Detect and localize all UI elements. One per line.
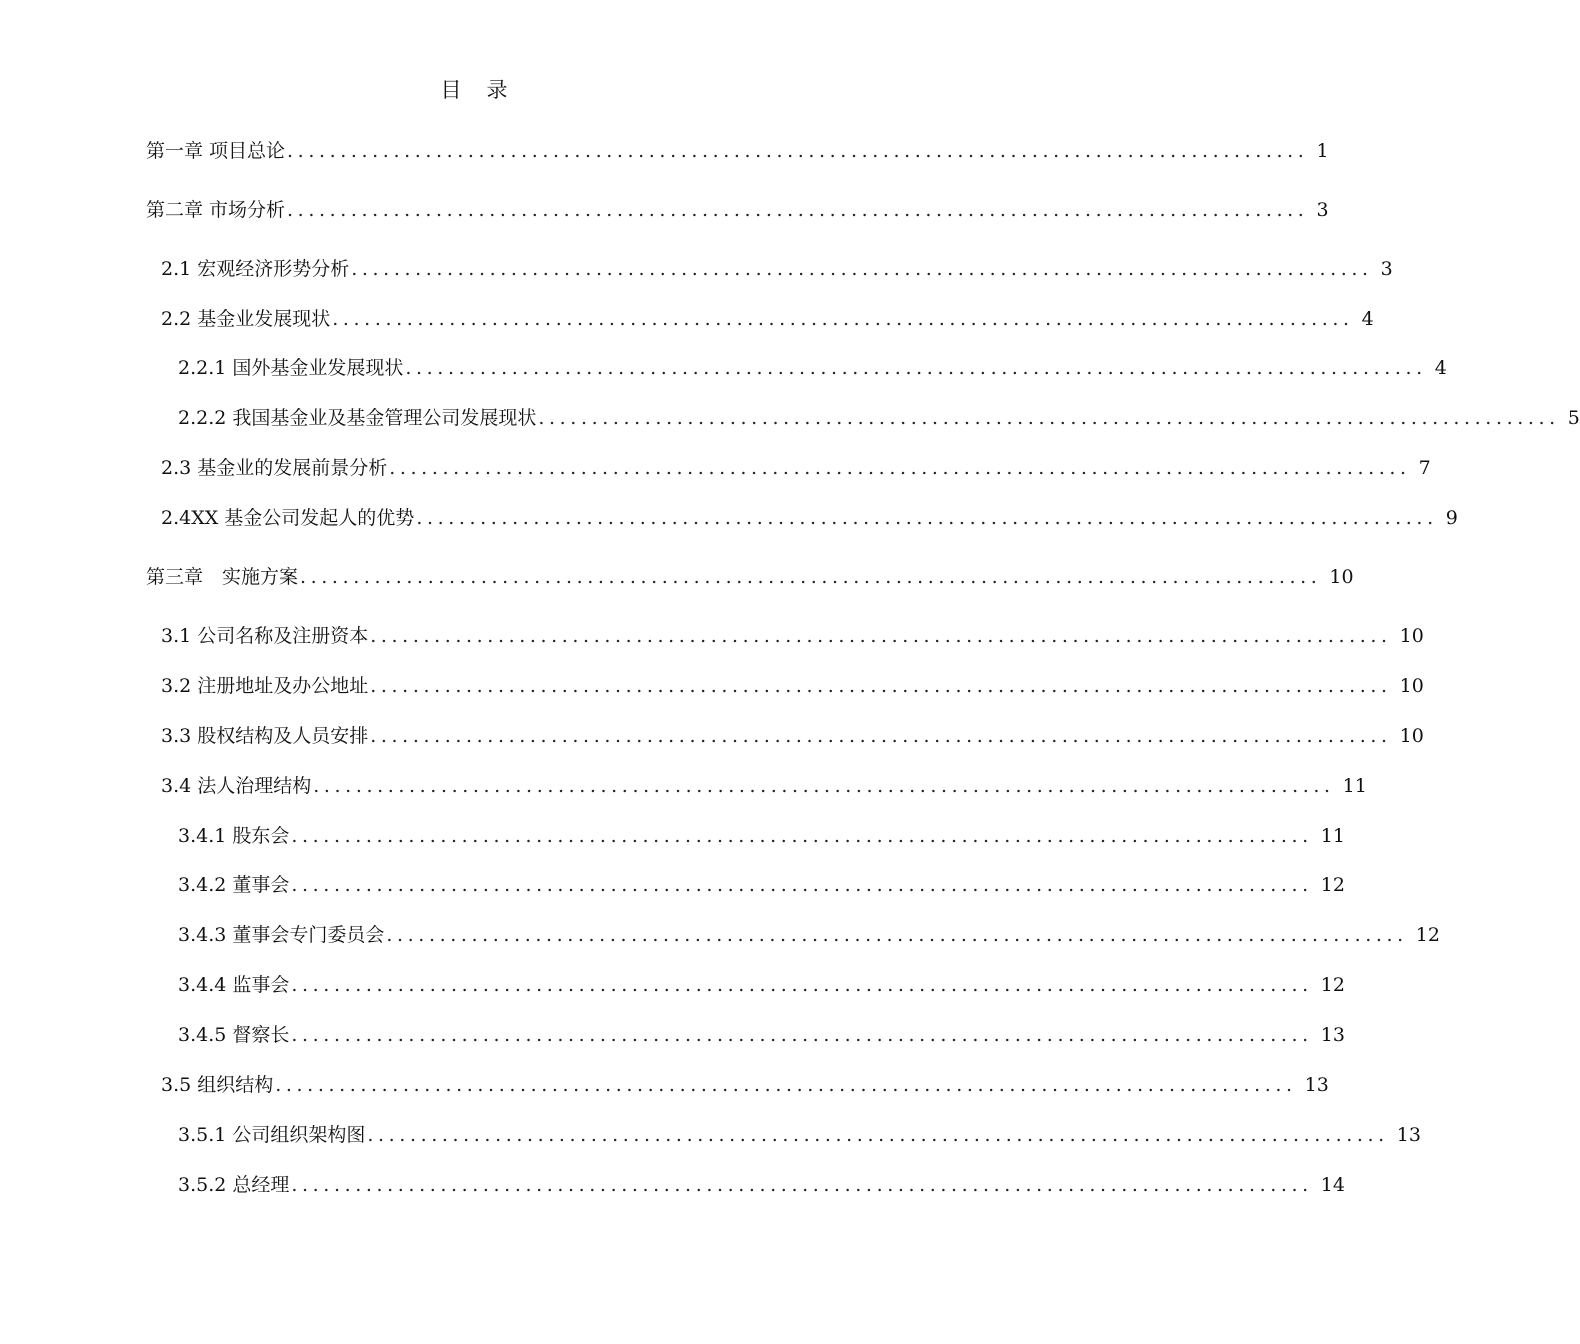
toc-leader-dots: ................................................................................................ [386, 924, 1408, 946]
toc-entry[interactable] [161, 624, 1424, 648]
toc-entry-label: 3.4 法人治理结构 [161, 775, 312, 797]
toc-leader-dots: ................................................................................................ [291, 825, 1313, 847]
toc-page-number: 13 [1396, 1124, 1421, 1146]
toc-leader-dots: ................................................................................................ [538, 407, 1560, 429]
toc-entry-label: 第二章 市场分析 [146, 199, 286, 221]
toc-entry[interactable] [161, 674, 1424, 698]
toc-entry[interactable] [178, 1173, 1345, 1197]
toc-page-number: 12 [1415, 924, 1440, 946]
toc-page-number: 7 [1418, 457, 1431, 479]
toc-entry[interactable] [146, 198, 1329, 222]
toc-leader-dots: ................................................................................................ [291, 974, 1313, 996]
toc-page-number: 10 [1399, 625, 1424, 647]
toc-page-number: 5 [1567, 407, 1580, 429]
toc-entry-label: 第一章 项目总论 [146, 140, 286, 162]
toc-entry[interactable] [161, 774, 1367, 798]
toc-entry[interactable] [178, 406, 1580, 430]
toc-entry[interactable] [178, 824, 1345, 848]
toc-leader-dots: ................................................................................................ [313, 775, 1335, 797]
toc-page-number: 12 [1320, 874, 1345, 896]
toc-leader-dots: ................................................................................................ [416, 507, 1438, 529]
toc-leader-dots: ................................................................................................ [370, 725, 1392, 747]
toc-page-number: 4 [1361, 308, 1374, 330]
toc-entry[interactable] [178, 923, 1440, 947]
toc-leader-dots: ................................................................................................ [405, 357, 1427, 379]
toc-page-number: 12 [1320, 974, 1345, 996]
toc-entry-label: 3.4.1 股东会 [178, 825, 290, 847]
toc-leader-dots: ................................................................................................ [367, 1124, 1389, 1146]
toc-entry-label: 第三章 实施方案 [146, 566, 299, 588]
toc-entry[interactable] [161, 456, 1431, 480]
toc-entry-label: 3.4.4 监事会 [178, 974, 290, 996]
toc-entry-label: 3.4.2 董事会 [178, 874, 290, 896]
toc-leader-dots: ................................................................................................ [291, 1174, 1313, 1196]
toc-entry[interactable] [178, 973, 1345, 997]
toc-entry-label: 3.2 注册地址及办公地址 [161, 675, 369, 697]
toc-entry-label: 3.5.2 总经理 [178, 1174, 290, 1196]
toc-leader-dots: ................................................................................................ [370, 625, 1392, 647]
toc-page-number: 14 [1320, 1174, 1345, 1196]
toc-page-number: 3 [1380, 258, 1393, 280]
toc-entry-label: 2.1 宏观经济形势分析 [161, 258, 350, 280]
toc-entry[interactable] [178, 1123, 1421, 1147]
toc-entry[interactable] [161, 724, 1424, 748]
toc-entry[interactable] [161, 307, 1374, 331]
toc-leader-dots: ................................................................................................ [389, 457, 1411, 479]
toc-entry-label: 3.1 公司名称及注册资本 [161, 625, 369, 647]
toc-entry-label: 3.5.1 公司组织架构图 [178, 1124, 366, 1146]
toc-title: 目 录 [440, 78, 510, 102]
toc-leader-dots: ................................................................................................ [351, 258, 1373, 280]
toc-entry-label: 2.2.2 我国基金业及基金管理公司发展现状 [178, 407, 537, 429]
toc-page-number: 9 [1445, 507, 1458, 529]
toc-entry-label: 2.4XX 基金公司发起人的优势 [161, 507, 415, 529]
toc-page-number: 13 [1320, 1024, 1345, 1046]
toc-page-number: 1 [1316, 140, 1329, 162]
toc-entry-label: 3.4.5 督察长 [178, 1024, 290, 1046]
toc-entry-label: 3.4.3 董事会专门委员会 [178, 924, 385, 946]
toc-page-number: 10 [1329, 566, 1354, 588]
toc-entry[interactable] [146, 139, 1329, 163]
toc-leader-dots: ................................................................................................ [291, 874, 1313, 896]
toc-leader-dots: ................................................................................................ [291, 1024, 1313, 1046]
toc-leader-dots: ................................................................................................ [287, 140, 1309, 162]
toc-entry[interactable] [161, 257, 1393, 281]
toc-entry[interactable] [161, 506, 1458, 530]
toc-entry-label: 3.5 组织结构 [161, 1074, 274, 1096]
toc-page-number: 11 [1320, 825, 1345, 847]
toc-entry[interactable] [178, 356, 1447, 380]
toc-page-number: 13 [1304, 1074, 1329, 1096]
toc-leader-dots: ................................................................................................ [370, 675, 1392, 697]
toc-entry[interactable] [178, 873, 1345, 897]
toc-leader-dots: ................................................................................................ [275, 1074, 1297, 1096]
toc-leader-dots: ................................................................................................ [332, 308, 1354, 330]
toc-entry[interactable] [161, 1073, 1329, 1097]
toc-page-number: 4 [1434, 357, 1447, 379]
toc-leader-dots: ................................................................................................ [300, 566, 1322, 588]
toc-entry-label: 3.3 股权结构及人员安排 [161, 725, 369, 747]
toc-entry-label: 2.2.1 国外基金业发展现状 [178, 357, 404, 379]
toc-entry[interactable] [178, 1023, 1345, 1047]
toc-page-number: 10 [1399, 675, 1424, 697]
toc-page-number: 11 [1342, 775, 1367, 797]
toc-page-number: 3 [1316, 199, 1329, 221]
toc-entry-label: 2.2 基金业发展现状 [161, 308, 331, 330]
toc-leader-dots: ................................................................................................ [287, 199, 1309, 221]
toc-page-number: 10 [1399, 725, 1424, 747]
toc-entry-label: 2.3 基金业的发展前景分析 [161, 457, 388, 479]
toc-entry[interactable] [146, 565, 1354, 589]
